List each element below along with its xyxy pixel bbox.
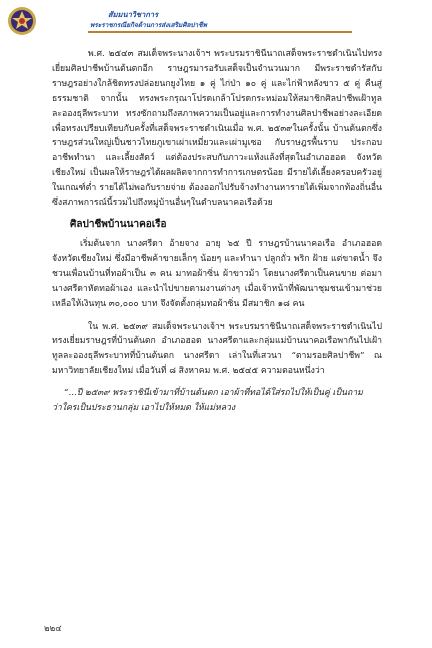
header-divider xyxy=(88,31,352,33)
paragraph-3: ใน พ.ศ. ๒๕๓๙ สมเด็จพระนางเจ้าฯ พระบรมราชินีนาถเสด็จพระราชดำเนินไปทรงเยี่ยมราษฎรที่บ้านต้นตก อำเภอฮอด นางศรีดาและกลุ่มแม่บ้านนาคอเรือพากันไปเฝ้าทูลละอองธุลีพระบาทที่บ้านต้นตก นางศรีดา เล่าในที่เสวนา “ตามรอยศิลปาชีพ” ณ มหาวิทยาลัยเชียงใหม่ เมื่อวันที่ ๘ สิงหาคม พ.ศ. ๒๕๔๕ ความตอนหนึ่งว่า xyxy=(52,321,382,377)
paragraph-2: เริ่มต้นจาก นางศรีดา อ้ายจาง อายุ ๖๕ ปี ราษฎรบ้านนาคอเรือ อำเภอฮอด จังหวัดเชียงใหม่ ซึ่งมีอาชีพค้าขายเล็กๆ น้อยๆ และทำนา ปลูกถั่ว พริก ฝ้าย แต่ขาดน้ำ จึงชวนเพื่อนบ้านที่ทอผ้าเป็น ๓ คน มาทอผ้าซิ่น ผ้าขาวม้า โดยนางศรีดาเป็นคนขาย ต่อมานางศรีดาหัดทอผ้าเอง และนำไปขายตามงานต่างๆ เมื่อเจ้าหน้าที่พัฒนาชุมชนเข้ามาช่วยเหลือให้เงินทุน ๓๐,๐๐๐ บาท จึงจัดตั้งกลุ่มทอผ้าซิ่น มีสมาชิก ๑๘ คน xyxy=(52,238,382,309)
document-body xyxy=(52,47,382,416)
header-title: สัมมนาวิชาการ xyxy=(108,10,159,19)
section-heading: ศิลปาชีพบ้านนาคอเรือ xyxy=(70,218,167,230)
paragraph-1: พ.ศ. ๒๕๔๓ สมเด็จพระนางเจ้าฯ พระบรมราชินีนาถเสด็จพระราชดำเนินไปทรงเยี่ยมศิลปาชีพบ้านต้นตกอีก ราษฎรมารอรับเสด็จเป็นจำนวนมาก มีพระราชดำรัสกับราษฎรอย่างใกล้ชิดทรงปล่อยนกยูงไทย ๑ คู่ ไก่ป่า ๑๐ คู่ และไก่ฟ้าหลังขาว ๕ คู่ คืนสู่ธรรมชาติ จากนั้น ทรงพระกรุณาโปรดเกล้าโปรดกระหม่อมให้สมาชิกศิลปาชีพเฝ้าทูลละอองธุลีพระบาท ทรงซักถามถึงสภาพความเป็นอยู่และการทำงานศิลปาชีพอย่างละเอียด เพื่อทรงเปรียบเทียบกับครั้งที่เสด็จพระราชดำเนินเมื่อ พ.ศ. ๒๕๓๙ในครั้งนั้น บ้านต้นตกซึ่งราษฎรส่วนใหญ่เป็นชาวไทยภูเขาเผ่าเหมี่ยวและเผ่ามูเซอ กับราษฎรพื้นราบ ประกอบอาชีพทำนา และเลี้ยงสัตว์ แต่ต้องประสบกับภาวะแห้งแล้งที่สุดในอำเภอฮอด จังหวัดเชียงใหม่ เป็นผลให้ราษฎรได้ผลผลิตจากการทำการเกษตรน้อย มีรายได้เลี้ยงครอบครัวอยู่ในเกณฑ์ต่ำ รายได้ไม่พอกับรายจ่าย ต้องออกไปรับจ้างทำงานหารายได้เพิ่มจากท้องถิ่นอื่นซึ่งสภาพการณ์นี้รวมไปถึงหมู่บ้านอื่นๆในตำบลนาคอเรือด้วย xyxy=(52,49,382,209)
page-number: ๒๒๔ xyxy=(44,624,62,634)
header-subtitle: พระราชกรณียกิจด้านการส่งเสริมศิลปาชีพ xyxy=(90,21,207,29)
royal-emblem-logo xyxy=(7,6,37,36)
quote-block: “...ปี ๒๕๓๙ พระราชินีเข้ามาที่บ้านต้นตก เอาผ้าที่ทอได้ใส่รถไปให้เป็นคู่ เป็นถามว่าใครเป็นประธานกลุ่ม เอาไปให้หมด ให้แม่หลวง xyxy=(52,388,363,414)
